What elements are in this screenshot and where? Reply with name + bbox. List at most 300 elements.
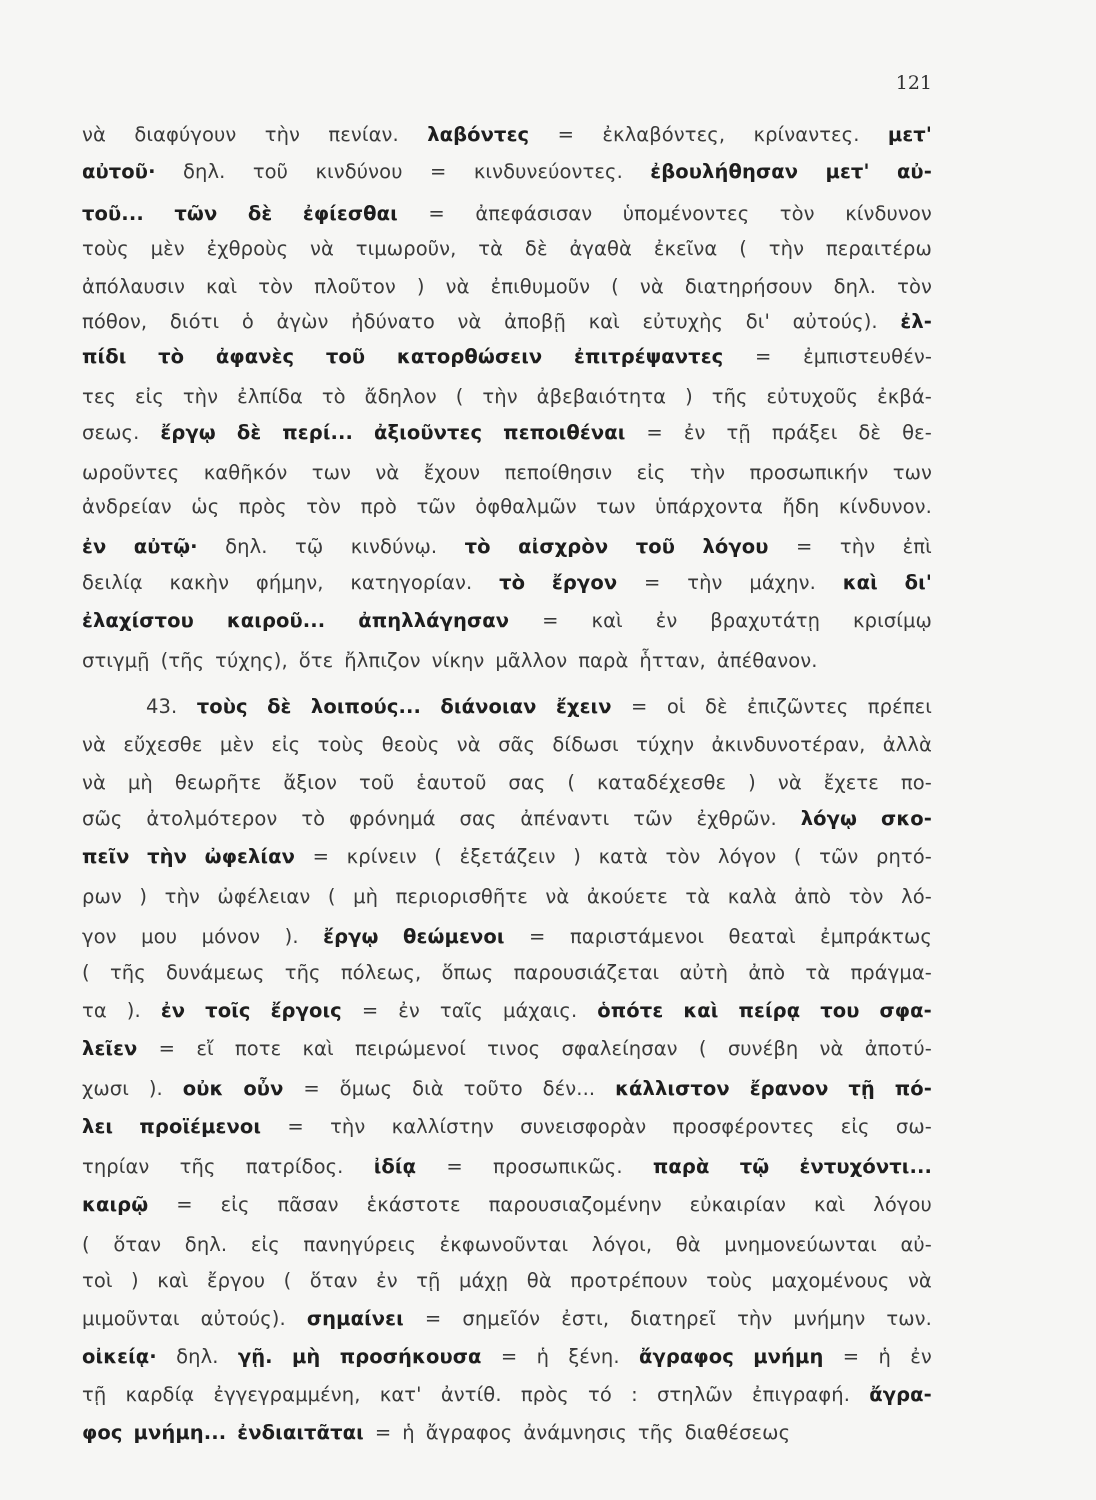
gloss-word: ( (455, 385, 464, 408)
lemma-word: σφα- (879, 999, 932, 1022)
gloss-word: θὰ (526, 1269, 552, 1292)
text-line (82, 566, 932, 600)
gloss-word: νὰ (819, 1037, 844, 1060)
gloss-word: παρουσιαζομένην (488, 1193, 662, 1216)
gloss-word: λόγοι, (591, 1233, 653, 1256)
lemma-word: ἐνδιαιτᾶται (237, 1421, 364, 1444)
gloss-word: μάχῃ (458, 1269, 509, 1292)
gloss-word: = (796, 535, 813, 558)
lemma-word: τοῦ... (82, 202, 144, 225)
lemma-word: τοὺς (196, 695, 248, 718)
gloss-word: τὴν (264, 123, 301, 146)
gloss-word: σφαλείησαν (561, 1037, 678, 1060)
gloss-word: ἐκλαβόντες, (602, 123, 726, 146)
gloss-word: ἤλπιζον (344, 649, 421, 672)
gloss-word: τὴν (839, 535, 876, 558)
gloss-word: εὐκαιρίαν (689, 1193, 787, 1216)
gloss-word: (τῆς (160, 649, 205, 672)
gloss-word: δίδωσι (552, 733, 619, 756)
gloss-word: = (542, 609, 559, 632)
gloss-word: = (646, 421, 663, 444)
lemma-word: τῶν (174, 202, 218, 225)
gloss-word: αὐτούς). (200, 1307, 286, 1330)
gloss-word: πο- (900, 771, 932, 794)
gloss-word: τηρίαν (82, 1155, 150, 1178)
gloss-word: ( (434, 845, 443, 868)
lemma-word: ἐλαχίστου (82, 609, 194, 632)
gloss-word: τὸ (321, 385, 346, 408)
gloss-word: ἧτταν, (639, 649, 706, 672)
gloss-word: παρὰ (578, 649, 629, 672)
gloss-word: = (287, 1115, 304, 1138)
gloss-word: ἀνδρείαν (82, 495, 172, 518)
gloss-word: μάχην. (749, 571, 816, 594)
gloss-word: πειρώμενοί (354, 1037, 466, 1060)
gloss-word: = (374, 1421, 392, 1444)
gloss-word: τοὺς (706, 1269, 754, 1292)
gloss-word: μνήμην (793, 1307, 866, 1330)
gloss-word: ὅπως (441, 961, 494, 984)
lemma-word: λεῖεν (82, 1037, 138, 1060)
gloss-word: τὰ (478, 237, 504, 260)
gloss-word: = (429, 160, 447, 183)
gloss-word: ἀπέναντι (520, 807, 610, 830)
gloss-word: τοὺς (82, 237, 129, 260)
gloss-word: ( (739, 237, 747, 260)
gloss-word: τινος (487, 1037, 541, 1060)
gloss-word: τῇ (82, 1383, 107, 1406)
gloss-word: νὰ (375, 461, 400, 484)
gloss-word: ) (131, 1269, 139, 1292)
gloss-word: σας (508, 771, 546, 794)
gloss-word: = (312, 845, 330, 868)
gloss-word: διὰ (412, 1077, 444, 1100)
lemma-word: φος (82, 1421, 123, 1444)
gloss-word: καλλίστην (391, 1115, 494, 1138)
lemma-word: παρὰ (652, 1155, 710, 1178)
gloss-word: μᾶλλον (495, 649, 568, 672)
gloss-word: = (176, 1193, 193, 1216)
lemma-word: δὲ (236, 421, 262, 444)
gloss-word: ἀτολμότερον (146, 807, 278, 830)
gloss-word: αὐτούς). (792, 310, 878, 333)
lemma-word: οἰκείᾳ· (82, 1345, 157, 1368)
gloss-word: τὸν (306, 495, 342, 518)
lemma-word: περί... (282, 421, 354, 444)
gloss-word: δειλίᾳ (82, 571, 143, 594)
gloss-word: τοῦτο (463, 1077, 523, 1100)
gloss-word: περιορισθῆτε (395, 885, 528, 908)
gloss-word: ἀβεβαιότητα (536, 385, 667, 408)
gloss-word: ἀκινδυνοτέραν, (711, 733, 866, 756)
gloss-word: διατηρεῖ (630, 1307, 717, 1330)
text-line (82, 802, 932, 836)
gloss-word: πράξει (771, 421, 838, 444)
gloss-word: ( (283, 1269, 292, 1292)
lemma-word: αἰσχρὸν (518, 535, 609, 558)
gloss-word: ἀκούετε (586, 885, 668, 908)
lemma-word: προσήκουσα (339, 1345, 482, 1368)
lemma-word: μνήμη... (133, 1421, 227, 1444)
gloss-word: νὰ (545, 885, 570, 908)
gloss-word: ὡς (191, 495, 220, 518)
gloss-word: = (529, 925, 546, 948)
lemma-word: ἀξιοῦντες (374, 421, 483, 444)
text-line (82, 690, 932, 724)
gloss-word: ὑπομένοντες (622, 202, 750, 225)
gloss-word: ὁ (241, 310, 254, 333)
lemma-word: ἐν (82, 535, 107, 558)
gloss-word: δέν... (542, 1077, 596, 1100)
gloss-word: ἀποτύ- (864, 1037, 932, 1060)
gloss-word: τὴν (182, 385, 219, 408)
gloss-word: πενίαν. (328, 123, 399, 146)
lemma-word: ὁπότε (597, 999, 664, 1022)
gloss-word: νὰ (457, 310, 482, 333)
gloss-word: τύχην (636, 733, 695, 756)
gloss-word: ) (139, 885, 148, 908)
lemma-word: πεῖν (82, 845, 130, 868)
gloss-word: ἐχθρῶν. (696, 807, 777, 830)
lemma-word: μετ' (887, 123, 932, 146)
gloss-word: θε- (902, 421, 932, 444)
gloss-word: ἐστι, (561, 1307, 610, 1330)
gloss-word: ἐγγεγραμμένη, (213, 1383, 361, 1406)
text-line (82, 456, 932, 490)
gloss-word: τὰ (685, 885, 711, 908)
gloss-word: ἄδηλον (364, 385, 437, 408)
text-line (82, 270, 932, 304)
text-line (82, 880, 932, 914)
gloss-word: ). (284, 925, 299, 948)
lemma-word: τὴν (147, 845, 188, 868)
gloss-word: γον (82, 925, 117, 948)
gloss-word: ἤδη (782, 495, 820, 518)
gloss-word: ἐν (398, 999, 420, 1022)
lemma-word: καιροῦ... (226, 609, 326, 632)
gloss-word: πρέπει (867, 695, 932, 718)
text-line (82, 956, 932, 990)
gloss-word: ἐλπίδα (237, 385, 303, 408)
lemma-word: κάλλιστον (615, 1077, 730, 1100)
text-line (82, 155, 932, 189)
gloss-word: ἐξετάζειν (459, 845, 556, 868)
gloss-word: = (446, 1155, 463, 1178)
gloss-word: κρίνειν (346, 845, 417, 868)
gloss-word: καρδίᾳ (125, 1383, 195, 1406)
text-line (82, 118, 932, 152)
gloss-word: λό- (901, 885, 932, 908)
gloss-word: = (500, 1345, 518, 1368)
text-line (82, 1150, 932, 1184)
text-line (82, 380, 932, 414)
gloss-word: πράγμα- (850, 961, 932, 984)
gloss-word: ἐν (910, 1345, 932, 1368)
gloss-word: ἐπιθυμοῦν (490, 275, 591, 298)
gloss-word: δὲ (524, 237, 548, 260)
lemma-word: σκο- (881, 807, 932, 830)
gloss-word: δηλ. (225, 535, 268, 558)
lemma-word: ἀφανὲς (215, 345, 295, 368)
lemma-word: τὸ (158, 345, 185, 368)
gloss-word: τῆς (179, 1155, 216, 1178)
lemma-word: μνήμη (753, 1345, 824, 1368)
gloss-word: κακὴν (169, 571, 230, 594)
lemma-word: ἐφίεσθαι (302, 202, 398, 225)
gloss-word: εἰς (250, 1233, 280, 1256)
gloss-word: τὸν (665, 845, 701, 868)
gloss-word: ἑκάστοτε (366, 1193, 461, 1216)
gloss-word: στιγμῇ (82, 649, 150, 672)
gloss-word: βραχυτάτῃ (710, 609, 821, 632)
gloss-word: ἡ (402, 1421, 415, 1444)
gloss-word: νὰ (82, 123, 106, 146)
gloss-word: μὲν (219, 733, 254, 756)
text-line (82, 197, 932, 231)
gloss-word: καὶ (814, 1193, 846, 1216)
gloss-word: ἐμπράκτως (820, 925, 932, 948)
lemma-word: λαβόντες (427, 123, 530, 146)
lemma-word: δι' (904, 571, 932, 594)
gloss-word: δι' (745, 310, 770, 333)
gloss-word: ἀπέθανον. (716, 649, 818, 672)
gloss-word: = (424, 1307, 442, 1330)
gloss-word: εὐτυχὴς (642, 310, 724, 333)
gloss-word: μάχαις. (502, 999, 578, 1022)
gloss-word: ἐχθροὺς (206, 237, 289, 260)
gloss-word: των (892, 461, 932, 484)
lemma-word: καιρῷ (82, 1193, 149, 1216)
gloss-word: ἐκβά- (877, 385, 932, 408)
gloss-word: σω- (895, 1115, 932, 1138)
text-line (82, 1264, 932, 1298)
lemma-word: τοῦ (325, 345, 366, 368)
lemma-word: ἄγρα- (869, 1383, 932, 1406)
text-line (82, 766, 932, 800)
lemma-word: ἔργον (551, 571, 618, 594)
gloss-word: θὰ (675, 1233, 701, 1256)
gloss-word: ἠδύνατο (351, 310, 435, 333)
lemma-word: ἔργοις (270, 999, 342, 1022)
lemma-word: οὐκ (182, 1077, 224, 1100)
gloss-word: ὠφέλειαν (217, 885, 311, 908)
lemma-word: τὸ (464, 535, 491, 558)
gloss-word: ἐν (683, 421, 706, 444)
gloss-word: σᾶς (498, 733, 536, 756)
gloss-word: καὶ (591, 609, 623, 632)
gloss-word: τὸν (258, 275, 294, 298)
gloss-word: τῆς (637, 1421, 674, 1444)
gloss-word: τῆς (109, 961, 146, 984)
gloss-word: αὐτὴ (679, 961, 729, 984)
gloss-word: τιμωροῦν, (355, 237, 457, 260)
gloss-word: νὰ (309, 237, 334, 260)
gloss-word: τῶν (819, 845, 859, 868)
gloss-word: στηλῶν (656, 1383, 733, 1406)
gloss-word: οἱ (666, 695, 686, 718)
gloss-word: τὴν (768, 237, 805, 260)
gloss-word: καὶ (302, 1037, 334, 1060)
gloss-word: τῷ (295, 535, 324, 558)
gloss-word: προσωπικῶς. (493, 1155, 623, 1178)
text-line (82, 340, 932, 374)
text-line (82, 305, 932, 339)
gloss-word: ἀλλὰ (882, 733, 932, 756)
gloss-word: τοὶ (82, 1269, 113, 1292)
gloss-word: πατρίδος. (245, 1155, 344, 1178)
gloss-word: εἴ (196, 1037, 214, 1060)
lemma-word: πό- (894, 1077, 932, 1100)
lemma-word: λει (82, 1115, 114, 1138)
lemma-word: ἀπηλλάγησαν (358, 609, 510, 632)
gloss-word: πρὸ (360, 495, 397, 518)
lemma-word: αὐτοῦ· (82, 160, 156, 183)
lemma-word: του (820, 999, 860, 1022)
gloss-word: νίκην (431, 649, 485, 672)
gloss-word: αὐ- (900, 1233, 932, 1256)
gloss-word: φρόνημά (349, 807, 436, 830)
gloss-word: κατ' (379, 1383, 422, 1406)
lemma-word: τοῦ (635, 535, 675, 558)
gloss-word: δηλ. (184, 1233, 228, 1256)
gloss-word: νὰ (445, 275, 470, 298)
text-line (82, 490, 932, 524)
gloss-word: τῇ (416, 1269, 441, 1292)
gloss-word: πρὸς (238, 495, 287, 518)
gloss-word: διαφύγουν (134, 123, 237, 146)
lemma-word: ἔργῳ (160, 421, 216, 444)
gloss-word: ἔχετε (823, 771, 879, 794)
gloss-word: ). (148, 1077, 163, 1100)
gloss-word: τῆς (284, 961, 321, 984)
gloss-word: : (631, 1383, 638, 1406)
gloss-word: ωροῦντες (82, 461, 180, 484)
text-line (82, 416, 932, 450)
gloss-word: τὰ (805, 961, 831, 984)
gloss-word: ( (82, 1233, 90, 1256)
lemma-word: τῷ (739, 1155, 770, 1178)
lemma-word: κατορθώσειν (396, 345, 543, 368)
page-number: 121 (895, 72, 932, 94)
gloss-word: κατὰ (598, 845, 648, 868)
text-line (82, 604, 932, 638)
gloss-word: ὑπάρχοντα (655, 495, 763, 518)
gloss-word: σεως. (82, 421, 140, 444)
lemma-word: ἐν (160, 999, 186, 1022)
gloss-word: κινδυνεύοντες. (473, 160, 623, 183)
gloss-word: = (158, 1037, 176, 1060)
lemma-word: τὸ (499, 571, 526, 594)
lemma-word: πίδι (82, 345, 127, 368)
gloss-word: ποτε (234, 1037, 282, 1060)
lemma-word: ἔργῳ (323, 925, 379, 948)
text-line (82, 1072, 932, 1106)
gloss-word: ( (611, 275, 619, 298)
gloss-word: ἀγαθὰ (569, 237, 632, 260)
gloss-word: πανηγύρεις (303, 1233, 417, 1256)
gloss-word: θεωρῆτε (174, 771, 262, 794)
gloss-word: εὐτυχοῦς (766, 385, 859, 408)
gloss-word: ἐμπιστευθέν- (803, 345, 932, 368)
gloss-word: νὰ (456, 733, 481, 756)
lemma-word: καὶ (842, 571, 878, 594)
lemma-word: λοιπούς... (310, 695, 422, 718)
lemma-word: ἐλ- (900, 310, 932, 333)
gloss-word: εἰς (134, 385, 164, 408)
lemma-word: δὲ (247, 202, 273, 225)
gloss-word: = (631, 695, 648, 718)
gloss-word: των. (886, 1307, 932, 1330)
gloss-word: τὴν (689, 461, 726, 484)
gloss-word: κρίναντες. (753, 123, 860, 146)
gloss-word: τὸ (301, 807, 326, 830)
gloss-word: μνημονεύωνται (724, 1233, 877, 1256)
gloss-word: ἔργου (206, 1269, 266, 1292)
lemma-word: δὲ (267, 695, 292, 718)
gloss-word: νὰ (639, 275, 664, 298)
lemma-word: προϊέμενοι (139, 1115, 262, 1138)
text-line (82, 728, 932, 762)
text-line (82, 232, 932, 266)
gloss-word: παριστάμενοι (569, 925, 705, 948)
gloss-word: σημεῖόν (462, 1307, 541, 1330)
gloss-word: ἐπιζῶντες (747, 695, 849, 718)
lemma-word: αὐ- (896, 160, 932, 183)
gloss-word: πόθον, (82, 310, 148, 333)
text-line (82, 920, 932, 954)
text-line (82, 994, 932, 1028)
gloss-word: ὅτε (298, 649, 334, 672)
gloss-word: πεποίθησιν (504, 461, 613, 484)
text-line (82, 1340, 932, 1374)
gloss-word: τοῦ (358, 771, 395, 794)
gloss-word: καθῆκόν (203, 461, 288, 484)
gloss-word: δυνάμεως (166, 961, 265, 984)
gloss-word: τὴν (330, 1115, 366, 1138)
lemma-word: ἐβουλήθησαν (650, 160, 799, 183)
gloss-word: ταῖς (439, 999, 483, 1022)
text-line (82, 1416, 932, 1450)
gloss-word: εὔχεσθε (123, 733, 203, 756)
lemma-word: οὖν (243, 1077, 284, 1100)
gloss-word: τα (82, 999, 107, 1022)
gloss-word: ἀγὼν (276, 310, 329, 333)
gloss-word: προσωπικήν (749, 461, 869, 484)
gloss-word: θεαταὶ (728, 925, 796, 948)
lemma-word: ἔχειν (555, 695, 612, 718)
gloss-word: νὰ (907, 1269, 932, 1292)
gloss-word: δηλ. (833, 275, 877, 298)
gloss-word: ἀποβῇ (504, 310, 566, 333)
lemma-word: γῇ. (237, 1345, 273, 1368)
gloss-word: ( (327, 885, 336, 908)
gloss-word: ἐπιγραφή. (752, 1383, 850, 1406)
gloss-word: κίνδυνον. (838, 495, 932, 518)
gloss-word: ἐκεῖνα (653, 237, 718, 260)
lemma-word: αὐτῷ· (133, 535, 198, 558)
gloss-word: ἔχουν (423, 461, 481, 484)
gloss-word: ἄξιον (283, 771, 338, 794)
gloss-word: τὸν (779, 202, 815, 225)
gloss-word: θεοὺς (381, 733, 440, 756)
gloss-word: ) (573, 845, 581, 868)
gloss-word: μιμοῦνται (82, 1307, 180, 1330)
gloss-word: κινδύνῳ. (350, 535, 438, 558)
gloss-word: πρὸς (520, 1383, 569, 1406)
gloss-word: διατηρήσουν (684, 275, 813, 298)
gloss-word: λόγου (873, 1193, 932, 1216)
lemma-word: πείρᾳ (738, 999, 801, 1022)
